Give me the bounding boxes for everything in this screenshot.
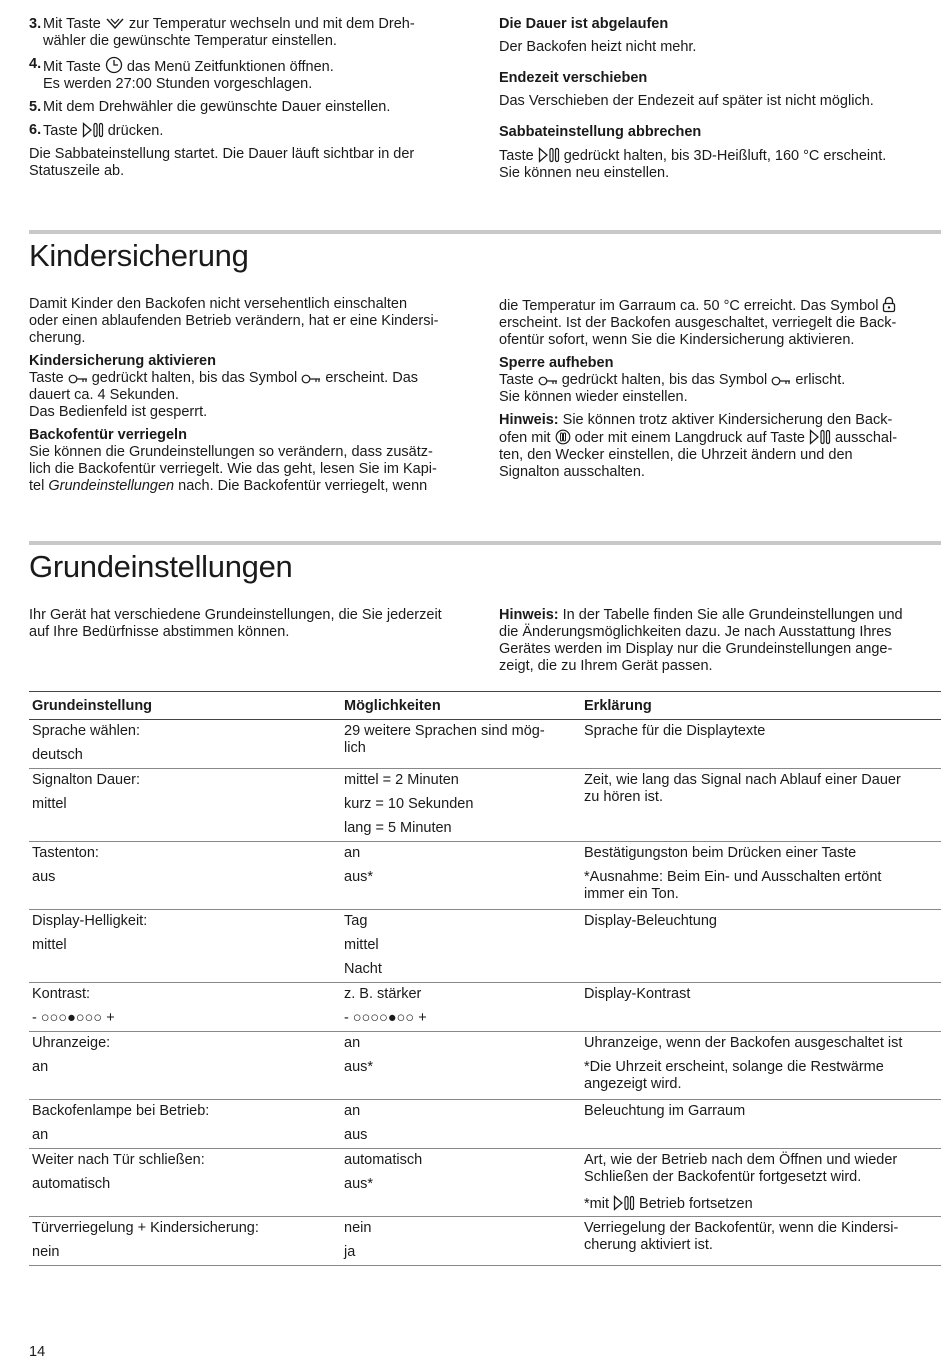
cell-line: aus [32,869,56,885]
cell-line: automatisch [32,1176,111,1192]
step-6: 6. Taste drücken. [29,122,164,139]
cell-line: Backofenlampe bei Betrieb: [32,1103,210,1119]
kinder-hinweis: Hinweis: Sie können trotz aktiver Kindersicherung den Back- ofen mit oder mit einem Langdruck auf Taste ausschal- ten, den Wecker einstellen, die Uhrzeit ändern und den Signalton ausschalten. [499,412,898,480]
cell-line: aus* [344,869,374,885]
grund-intro: Ihr Gerät hat verschiedene Grundeinstellungen, die Sie jederzeit auf Ihre Bedürfnisse abstimmen können. [29,607,442,640]
cell-line: Display-Beleuchtung [584,913,717,929]
setting-name-cell [29,1149,341,1217]
section-divider [29,230,941,234]
step-3: 3. Mit Taste zur Temperatur wechseln und mit dem Dreh- wähler die gewünschte Temperatur einstellen. [29,16,415,49]
table-row [29,910,941,983]
cell-line: aus* [344,1059,374,1075]
heading-sperre-aufheben: Sperre aufheben [499,355,614,371]
cell-line: nein [344,1220,372,1236]
table-row [29,720,941,769]
heading-endezeit: Endezeit verschieben [499,70,648,86]
table-row [29,1149,941,1217]
setting-name-cell [29,1217,341,1266]
setting-name-cell [29,769,341,842]
cell-line: Signalton Dauer: [32,772,141,788]
cell-line: an [344,1103,361,1119]
cell-line: Weiter nach Tür schließen: [32,1152,205,1168]
cell-line: z. B. stärker [344,986,422,1002]
sabbat-status-text: Die Sabbateinstellung startet. Die Dauer läuft sichtbar in der Statuszeile ab. [29,146,415,179]
options-cell [341,720,581,769]
step-5: 5. Mit dem Drehwähler die gewünschte Dauer einstellen. [29,99,391,115]
key-icon [68,373,88,385]
setting-name-cell [29,842,341,910]
options-cell [341,1217,581,1266]
table-header-row [29,692,941,720]
cell-line: Verriegelung der Backofentür, wenn die Kindersi- cherung aktiviert ist. [584,1220,899,1253]
text-dauer-abgelaufen: Der Backofen heizt nicht mehr. [499,39,697,55]
setting-name-cell [29,720,341,769]
heading-dauer-abgelaufen: Die Dauer ist abgelaufen [499,16,669,32]
explanation-cell [581,720,941,769]
table-row [29,1032,941,1100]
options-cell [341,842,581,910]
cell-line: an [344,845,361,861]
start-pause-icon [82,122,104,138]
options-cell [341,1100,581,1149]
settings-table [29,691,941,1266]
start-pause-icon [809,429,831,445]
cell-line: 29 weitere Sprachen sind mög- lich [344,723,545,756]
options-cell [341,1032,581,1100]
table-row [29,1100,941,1149]
page-number: 14 [29,1344,46,1360]
explanation-cell [581,1032,941,1100]
key-icon [301,373,321,385]
cell-line: automatisch [344,1152,423,1168]
cell-line: an [32,1127,49,1143]
cell-line: - ○○○●○○○ + [32,1010,115,1026]
table-row [29,1217,941,1266]
cell-line: lang = 5 Minuten [344,820,452,836]
section-title-kindersicherung: Kindersicherung [29,238,249,273]
cell-line: *mit Betrieb fortsetzen [584,1196,753,1212]
text-tuer-verriegeln: Sie können die Grundeinstellungen so verändern, dass zusätz- lich die Backofentür verriegelt. Wie das geht, lesen Sie im Kapi- tel Grundeinstellungen nach. Die Backofentür verriegelt, wenn [29,444,437,494]
explanation-cell [581,769,941,842]
column-header: Grundeinstellung [29,692,341,720]
cell-line: mittel [32,937,67,953]
heading-sabbat-abbrechen: Sabbateinstellung abbrechen [499,124,702,140]
kinder-left-column [29,296,474,495]
cell-line: *Ausnahme: Beim Ein- und Ausschalten ertönt immer ein Ton. [584,869,882,902]
column-header: Erklärung [581,692,941,720]
cell-line: Kontrast: [32,986,91,1002]
cell-line: Display-Helligkeit: [32,913,148,929]
cell-line: ja [344,1244,356,1260]
table-row [29,983,941,1032]
step-4: 4. Mit Taste das Menü Zeitfunktionen öffnen. Es werden 27:00 Stunden vorgeschlagen. [29,56,334,92]
cell-line: deutsch [32,747,83,763]
text-tuer-verriegeln-cont: die Temperatur im Garraum ca. 50 °C erreicht. Das Symbol erscheint. Ist der Backofen ausgeschaltet, verriegelt die Back- ofentür sofort, wenn Sie die Kindersicherung aktivieren. [499,298,897,348]
cell-line: Nacht [344,961,382,977]
cell-line: mittel = 2 Minuten [344,772,459,788]
cell-line: an [32,1059,49,1075]
explanation-cell [581,1217,941,1266]
cell-line: Sprache wählen: [32,723,141,739]
step-number: 5. [29,99,42,115]
lock-icon [882,296,896,313]
options-cell [341,769,581,842]
key-icon [538,375,558,387]
cell-line: Uhranzeige: [32,1035,111,1051]
column-header: Möglichkeiten [341,692,581,720]
cell-line: - ○○○○●○○ + [344,1010,427,1026]
text-sabbat-abbrechen: Taste gedrückt halten, bis 3D-Heißluft, 160 °C erscheint. Sie können neu einstellen. [499,148,887,181]
section-divider [29,541,941,545]
cell-line: Tag [344,913,368,929]
setting-name-cell [29,1100,341,1149]
heading-kinder-aktivieren: Kindersicherung aktivieren [29,353,216,369]
explanation-cell [581,1100,941,1149]
cell-line: Tastenton: [32,845,99,861]
options-cell [341,983,581,1032]
sabbat-right-column [499,16,939,182]
heading-tuer-verriegeln: Backofentür verriegeln [29,427,187,443]
cell-line: Bestätigungston beim Drücken einer Taste [584,845,857,861]
step-number: 4. [29,56,42,72]
cell-line: *Die Uhrzeit erscheint, solange die Restwärme angezeigt wird. [584,1059,884,1092]
cell-line: nein [32,1244,60,1260]
kinder-right-column [499,296,939,481]
text-sperre-aufheben: Taste gedrückt halten, bis das Symbol erlischt. Sie können wieder einstellen. [499,372,846,405]
cell-line: an [344,1035,361,1051]
explanation-cell [581,842,941,910]
cell-line: Display-Kontrast [584,986,691,1002]
key-icon [771,375,791,387]
explanation-cell [581,1149,941,1217]
cell-line: mittel [344,937,379,953]
sabbat-steps [29,16,474,180]
power-icon [555,429,571,445]
kinder-intro: Damit Kinder den Backofen nicht versehentlich einschalten oder einen ablaufenden Betrieb verändern, hat er eine Kindersi- cherung. [29,296,439,346]
cell-line: Art, wie der Betrieb nach dem Öffnen und wieder Schließen der Backofentür fortgesetzt wird. [584,1152,898,1185]
step-number: 6. [29,122,42,138]
cell-line: Beleuchtung im Garraum [584,1103,746,1119]
section-title-grundeinstellungen: Grundeinstellungen [29,549,293,584]
explanation-cell [581,910,941,983]
clock-icon [105,56,123,74]
setting-name-cell [29,983,341,1032]
cell-line: aus* [344,1176,374,1192]
table-row [29,842,941,910]
options-cell [341,1149,581,1217]
options-cell [341,910,581,983]
cell-line: Uhranzeige, wenn der Backofen ausgeschaltet ist [584,1035,903,1051]
grund-hinweis: Hinweis: In der Tabelle finden Sie alle Grundeinstellungen und die Änderungsmöglichkeiten dazu. Je nach Ausstattung Ihres Gerätes werden im Display nur die Grundeinstellungen ange- zeigt, die zu Ihrem Gerät passen. [499,607,903,674]
step-number: 3. [29,16,42,32]
setting-name-cell [29,1032,341,1100]
table-row [29,769,941,842]
cell-line: Sprache für die Displaytexte [584,723,766,739]
setting-name-cell [29,910,341,983]
text-kinder-aktivieren: Taste gedrückt halten, bis das Symbol erscheint. Das dauert ca. 4 Sekunden. Das Bedienfeld ist gesperrt. [29,370,419,420]
cell-line: mittel [32,796,67,812]
cell-line: Zeit, wie lang das Signal nach Ablauf einer Dauer zu hören ist. [584,772,901,805]
text-endezeit: Das Verschieben der Endezeit auf später ist nicht möglich. [499,93,874,109]
chevron-down-icon [105,17,125,31]
start-pause-icon [613,1195,635,1211]
cell-line: kurz = 10 Sekunden [344,796,474,812]
explanation-cell [581,983,941,1032]
cell-line: Türverriegelung + Kindersicherung: [32,1220,259,1236]
cell-line: aus [344,1127,368,1143]
start-pause-icon [538,147,560,163]
